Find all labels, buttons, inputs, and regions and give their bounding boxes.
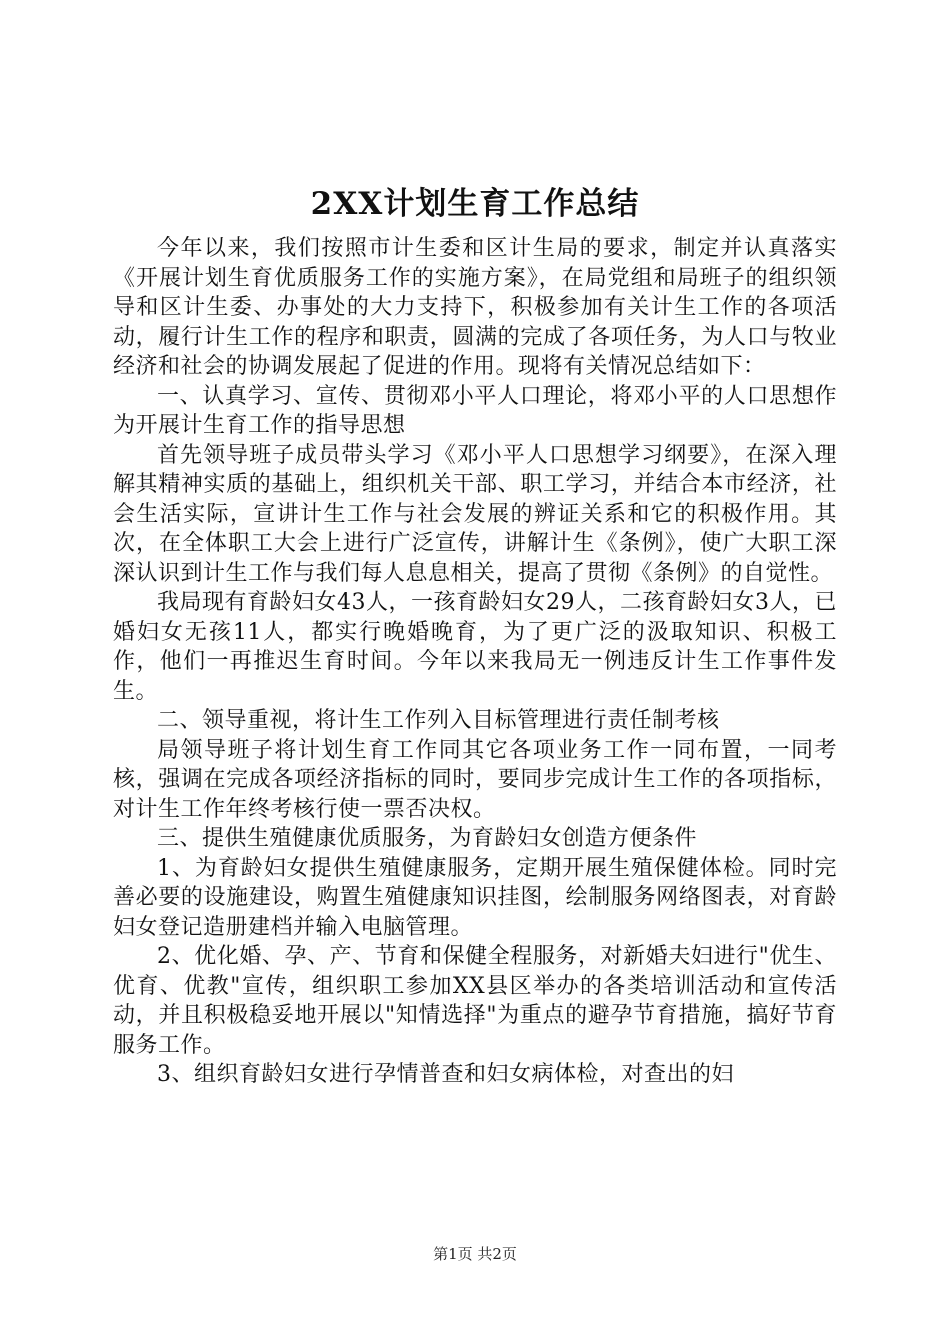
section-2-heading: 二、领导重视，将计生工作列入目标管理进行责任制考核: [157, 708, 720, 733]
section-1-heading: 一、认真学习、宣传、贯彻邓小平人口理论，将邓小平的人口思想作为开展计生育工作的指导思想: [113, 383, 837, 438]
document-body: [113, 234, 837, 1090]
section-1-paragraph: 首先领导班子成员带头学习《邓小平人口思想学习纲要》，在深入理解其精神实质的基础上，组织机关干部、职工学习，并结合本市经济，社会生活实际，宣讲计生工作与社会发展的辨证关系和它的积极作用。其次，在全体职工大会上进行广泛宣传，讲解计生《条例》，使广大职工深深认识到计生工作与我们每人息息相关，提高了贯彻《条例》的自觉性。: [113, 442, 837, 586]
statistics-paragraph: 我局现有育龄妇女43人，一孩育龄妇女29人，二孩育龄妇女3人，已婚妇女无孩11人，都实行晚婚晚育，为了更广泛的汲取知识、积极工作，他们一再推迟生育时间。今年以来我局无一例违反计生工作事件发生。: [113, 590, 837, 704]
item-1-paragraph: 1、为育龄妇女提供生殖健康服务，定期开展生殖保健体检。同时完善必要的设施建设，购置生殖健康知识挂图，绘制服务网络图表，对育龄妇女登记造册建档并输入电脑管理。: [113, 855, 837, 940]
document-title: 2XX计划生育工作总结: [310, 186, 640, 222]
item-3-paragraph: 3、组织育龄妇女进行孕情普查和妇女病体检，对查出的妇: [157, 1062, 734, 1087]
section-2-paragraph: 局领导班子将计划生育工作同其它各项业务工作一同布置，一同考核，强调在完成各项经济指标的同时，要同步完成计生工作的各项指标，对计生工作年终考核行使一票否决权。: [113, 737, 837, 822]
intro-paragraph: 今年以来，我们按照市计生委和区计生局的要求，制定并认真落实《开展计划生育优质服务工作的实施方案》，在局党组和局班子的组织领导和区计生委、办事处的大力支持下，积极参加有关计生工作的各项活动，履行计生工作的程序和职责，圆满的完成了各项任务，为人口与牧业经济和社会的协调发展起了促进的作用。现将有关情况总结如下：: [113, 236, 837, 379]
page-footer: 第1页 共2页: [433, 1245, 517, 1263]
section-3-heading: 三、提供生殖健康优质服务，为育龄妇女创造方便条件: [157, 826, 698, 851]
item-2-paragraph: 2、优化婚、孕、产、节育和保健全程服务，对新婚夫妇进行"优生、优育、优教"宣传，组织职工参加XX县区举办的各类培训活动和宣传活动，并且积极稳妥地开展以"知情选择"为重点的避孕节育措施，搞好节育服务工作。: [113, 944, 837, 1058]
